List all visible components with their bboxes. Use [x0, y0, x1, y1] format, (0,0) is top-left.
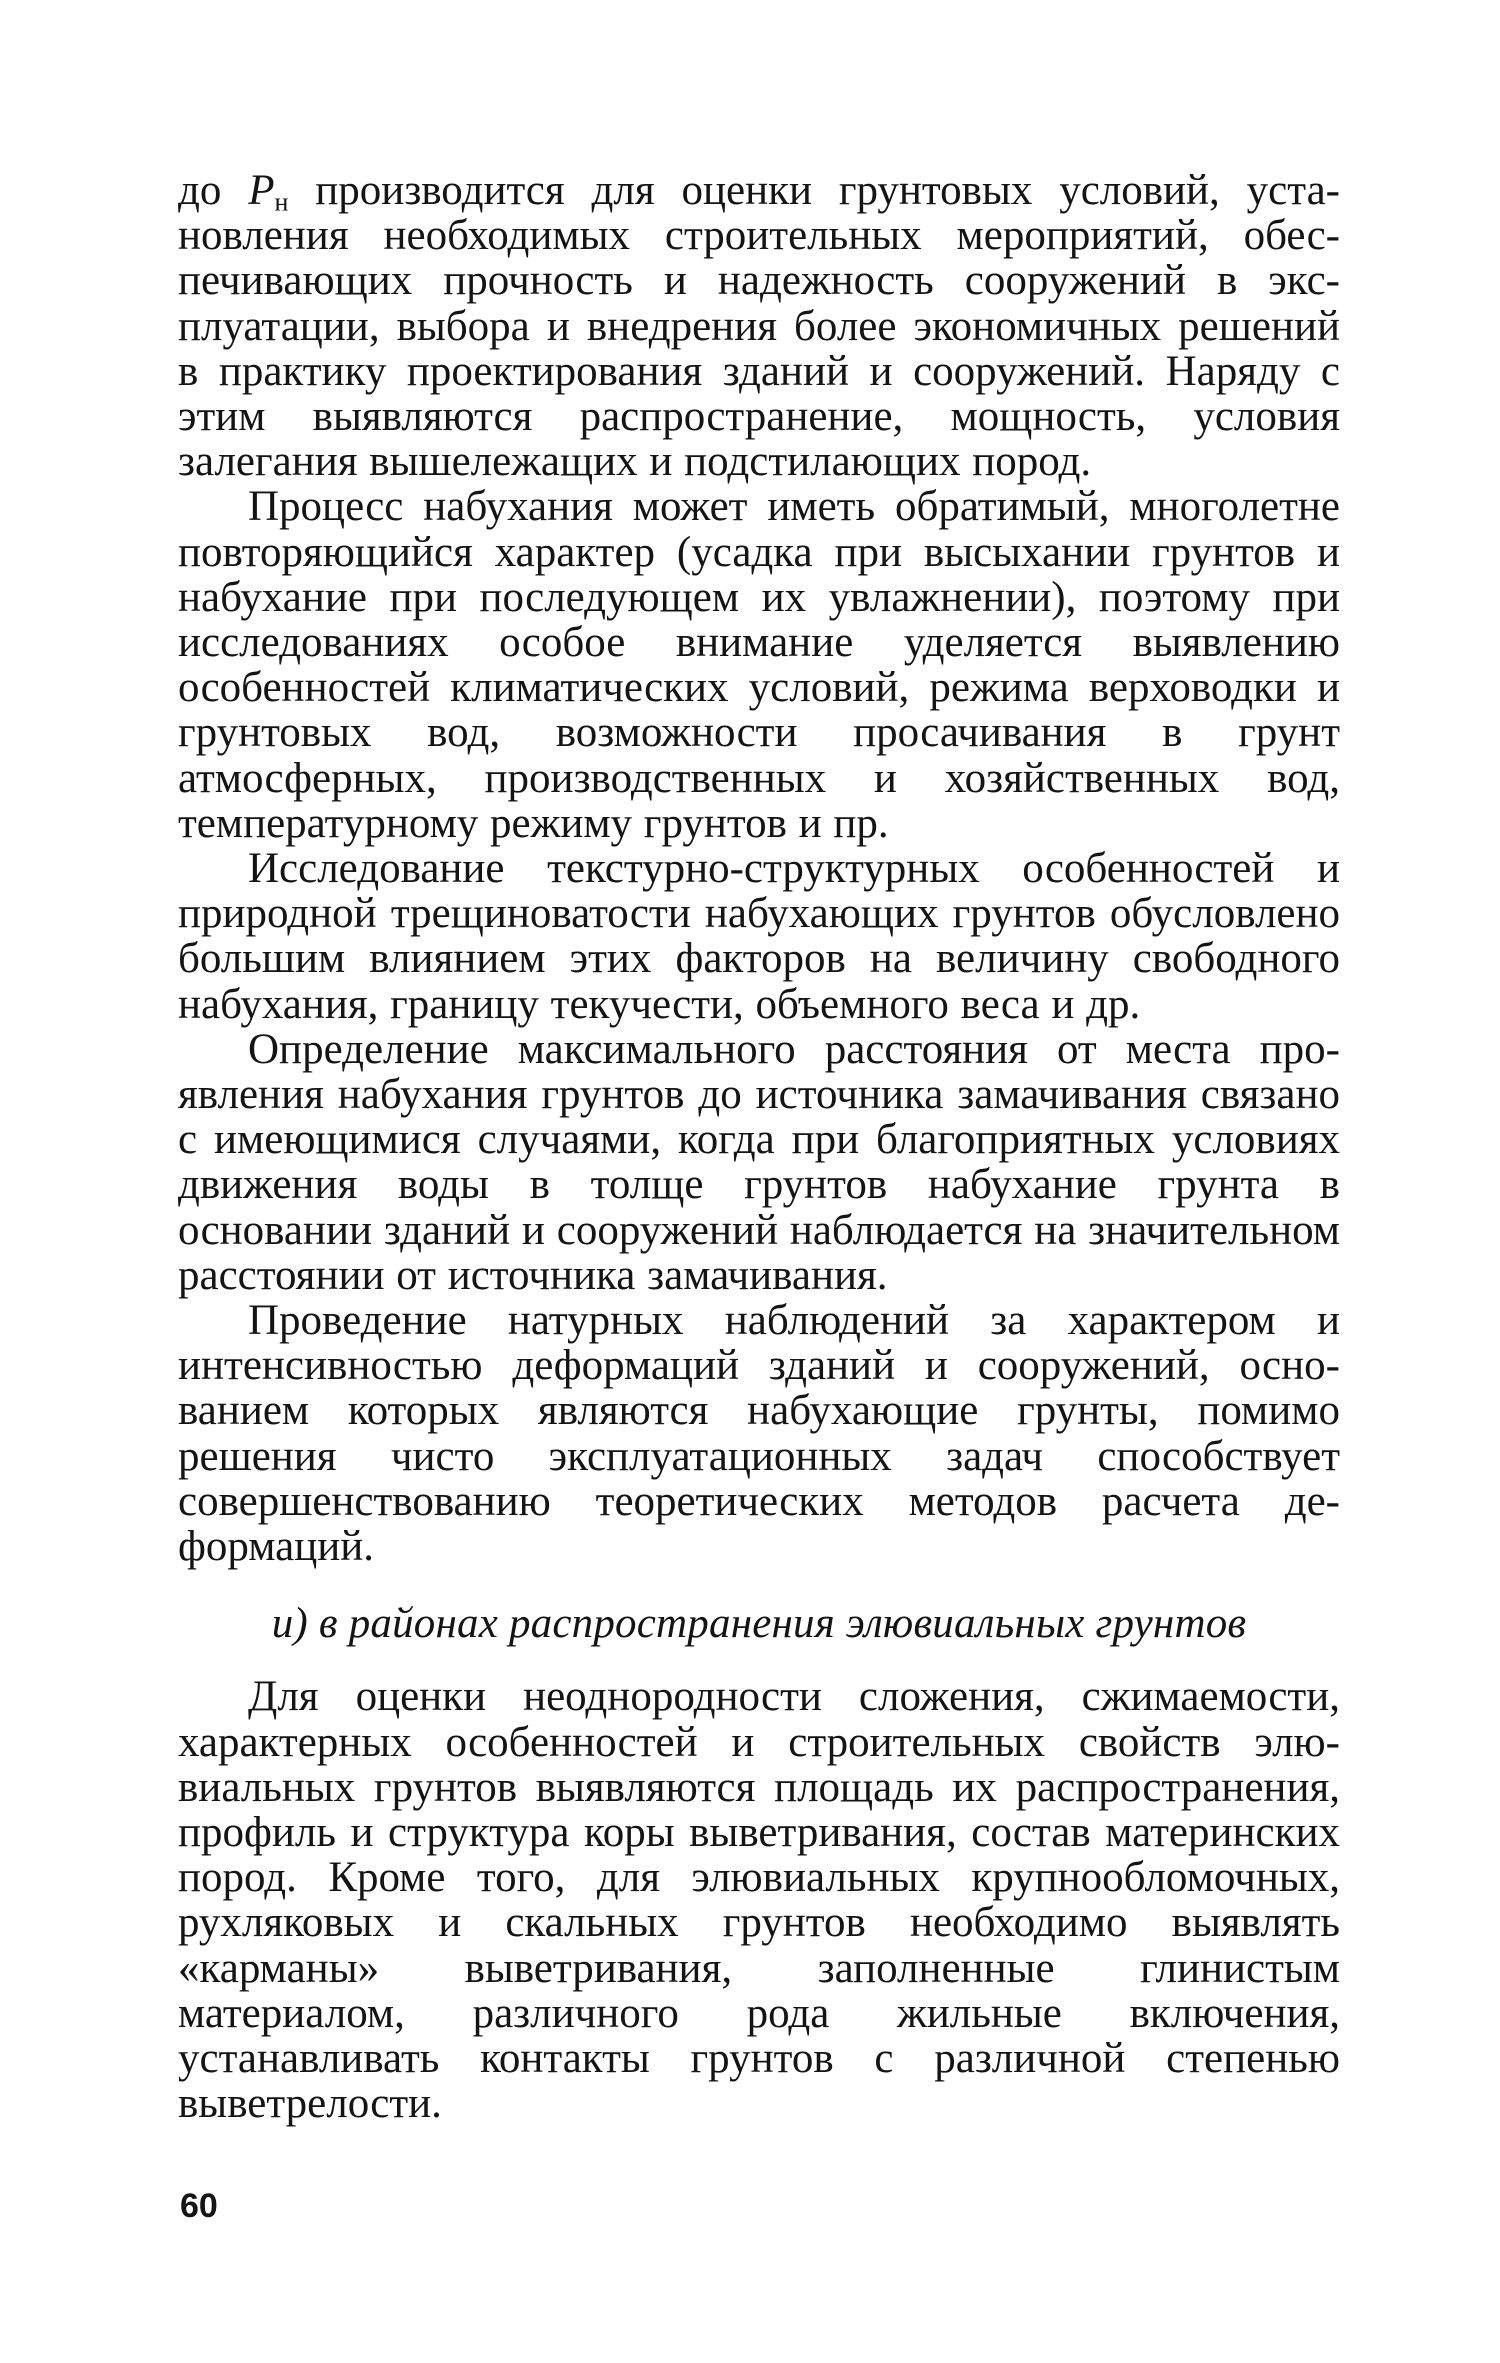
paragraph-4: Определение максимального расстояния от места проявления набухания грунтов до источника замачивания связано с имеющимися случаями, когда при благоприятных условиях движения воды в толще грунтов набухание грунта в основании зданий и сооружений наблюдается на значительном расстоянии от источника замачивания.: [178, 1025, 1340, 1299]
paragraph-1-text: производится для оценки грунтовых условий, установления необходимых строительных мероприятий, обеспечивающих прочность и надежность сооружений в эксплуатации, выбора и внедрения более экономичных решений в практику проектирования зданий и сооружений. Наряду с этим выявляются распространение, мощность, условия залегания вышележащих и подстилающих пород.: [178, 167, 1340, 486]
page-number: 60: [180, 2187, 218, 2225]
paragraph-3: Исследование текстурно-структурных особенностей и природной трещиноватости набухающих грунтов обусловлено большим влиянием этих факторов на величину свободного набухания, границу текучести, объемного веса и др.: [178, 845, 1340, 1028]
paragraph-1: [178, 168, 1340, 484]
pressure-subscript: н: [274, 187, 289, 217]
pressure-symbol: P: [248, 167, 275, 214]
section-heading: и) в районах распространения элювиальных грунтов: [271, 1600, 1247, 1648]
paragraph-5: Проведение натурных наблюдений за характером и интенсивностью деформаций зданий и сооружений, основанием которых являются набухающие грунты, помимо решения чисто эксплуатационных задач способствует совершенствованию теоретических методов расчета деформаций.: [178, 1297, 1340, 1571]
paragraph-1-lead: до: [178, 167, 249, 214]
section-paragraph: Для оценки неоднородности сложения, сжимаемости, характерных особенностей и строительных свойств элювиальных грунтов выявляются площадь их распространения, профиль и структура коры выветривания, состав материнских пород. Кроме того, для элювиальных крупнообломочных, рухляковых и скальных грунтов необходимо выявлять «карманы» выветривания, заполненные глинистым материалом, различного рода жильные включения, устанавливать контакты грунтов с различной степенью выветрелости.: [178, 1673, 1340, 2128]
page-body: [178, 168, 1340, 2126]
paragraph-2: Процесс набухания может иметь обратимый, многолетне повторяющийся характер (усадка при высыхании грунтов и набухание при последующем их увлажнении), поэтому при исследованиях особое внимание уделяется выявлению особенностей климатических условий, режима верховодки и грунтовых вод, возможности просачивания в грунт атмосферных, производственных и хозяйственных вод, температурному режиму грунтов и пр.: [178, 483, 1340, 847]
